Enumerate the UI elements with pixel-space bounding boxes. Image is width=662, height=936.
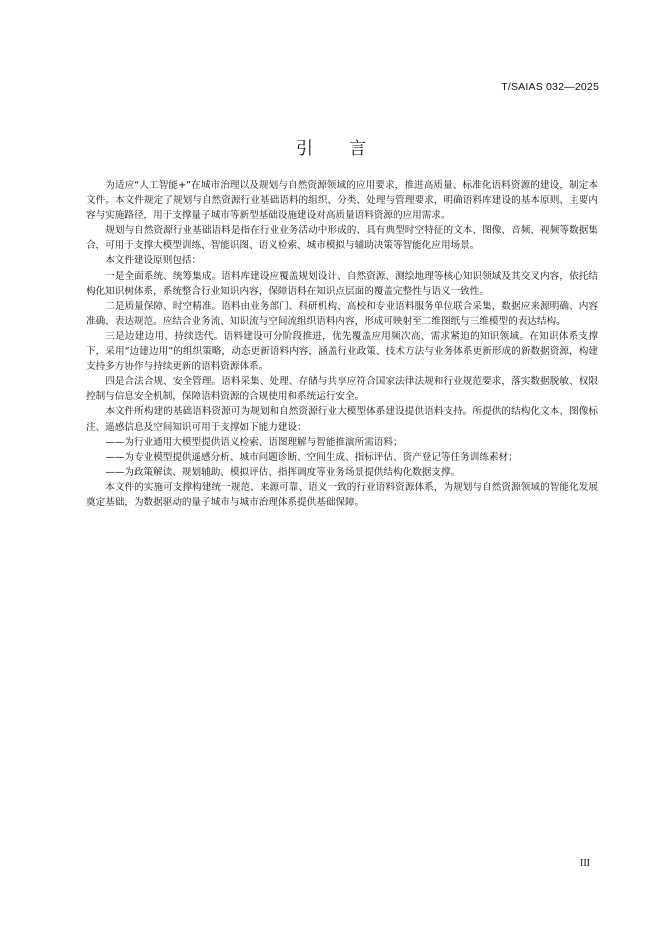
paragraph-definition: 规划与自然资源行业基础语料是指在行业业务活动中形成的、具有典型时空特征的文本、图像、音频、视频等数据集合，可用于支撑大模型训练、智能识图、语义检索、城市模拟与辅助决策等智能化应用场景。 [86,225,598,252]
paragraph-principle-1: 一是全面系统、统筹集成。语料库建设应覆盖规划设计、自然资源、测绘地理等核心知识领域及其交叉内容，依托结构化知识树体系，系统整合行业知识内容，保障语料在知识点层面的覆盖完整性与语义一致性。 [86,270,598,297]
paragraph-purpose: 为适应“人工智能+”在城市治理以及规划与自然资源领域的应用要求，推进高质量、标准化语料资源的建设，制定本文件。本文件规定了规划与自然资源行业基础语料的组织、分类、处理与管理要求，明确语料库建设的基本原则、主要内容与实施路径，用于支撑量子城市等新型基础设施建设对高质量语料资源的应用需求。 [86,180,598,222]
list-item-capability-2: ——为专业模型提供遥感分析、城市问题诊断、空间生成、指标评估、资产登记等任务训练素材； [105,451,518,463]
page-number: III [580,858,590,869]
document-body [86,178,598,510]
document-code: T/SAIAS 032—2025 [501,81,599,93]
list-item-capability-3: ——为政策解读、规划辅助、模拟评估、指挥调度等业务场景提供结构化数据支撑。 [105,466,461,478]
list-item-capability-1: ——为行业通用大模型提供语义检索、语图理解与智能推演所需语料； [105,436,403,448]
page-title: 引言 [296,139,402,159]
paragraph-capabilities-intro: 本文件所构建的基础语料资源可为规划和自然资源行业大模型体系建设提供语料支持。所提供的结构化文本、图像标注、遥感信息及空间知识可用于支撑如下能力建设： [86,406,598,433]
paragraph-conclusion: 本文件的实施可支撑构建统一规范、来源可靠、语义一致的行业语料资源体系，为规划与自然资源领域的智能化发展奠定基础，为数据驱动的量子城市与城市治理体系提供基础保障。 [86,481,598,508]
paragraph-principle-4: 四是合法合规、安全管理。语料采集、处理、存储与共享应符合国家法律法规和行业规范要求，落实数据脱敏、权限控制与信息安全机制，保障语料资源的合规使用和系统运行安全。 [86,376,598,403]
paragraph-principle-2: 二是质量保障、时空精准。语料由业务部门、科研机构、高校和专业语料服务单位联合采集，数据应来源明确、内容准确、表达规范。应结合业务流、知识流与空间流组织语料内容，形成可映射至二维图纸与三维模型的表达结构。 [86,300,598,327]
paragraph-principles-intro: 本文件建设原则包括： [105,255,202,267]
paragraph-principle-3: 三是边建边用、持续迭代。语料建设可分阶段推进，优先覆盖应用频次高、需求紧迫的知识领域。在知识体系支撑下，采用“边建边用”的组织策略，动态更新语料内容，涵盖行业政策、技术方法与业务体系更新形成的新数据资源，构建支持多方协作与持续更新的语料资源体系。 [86,330,598,373]
